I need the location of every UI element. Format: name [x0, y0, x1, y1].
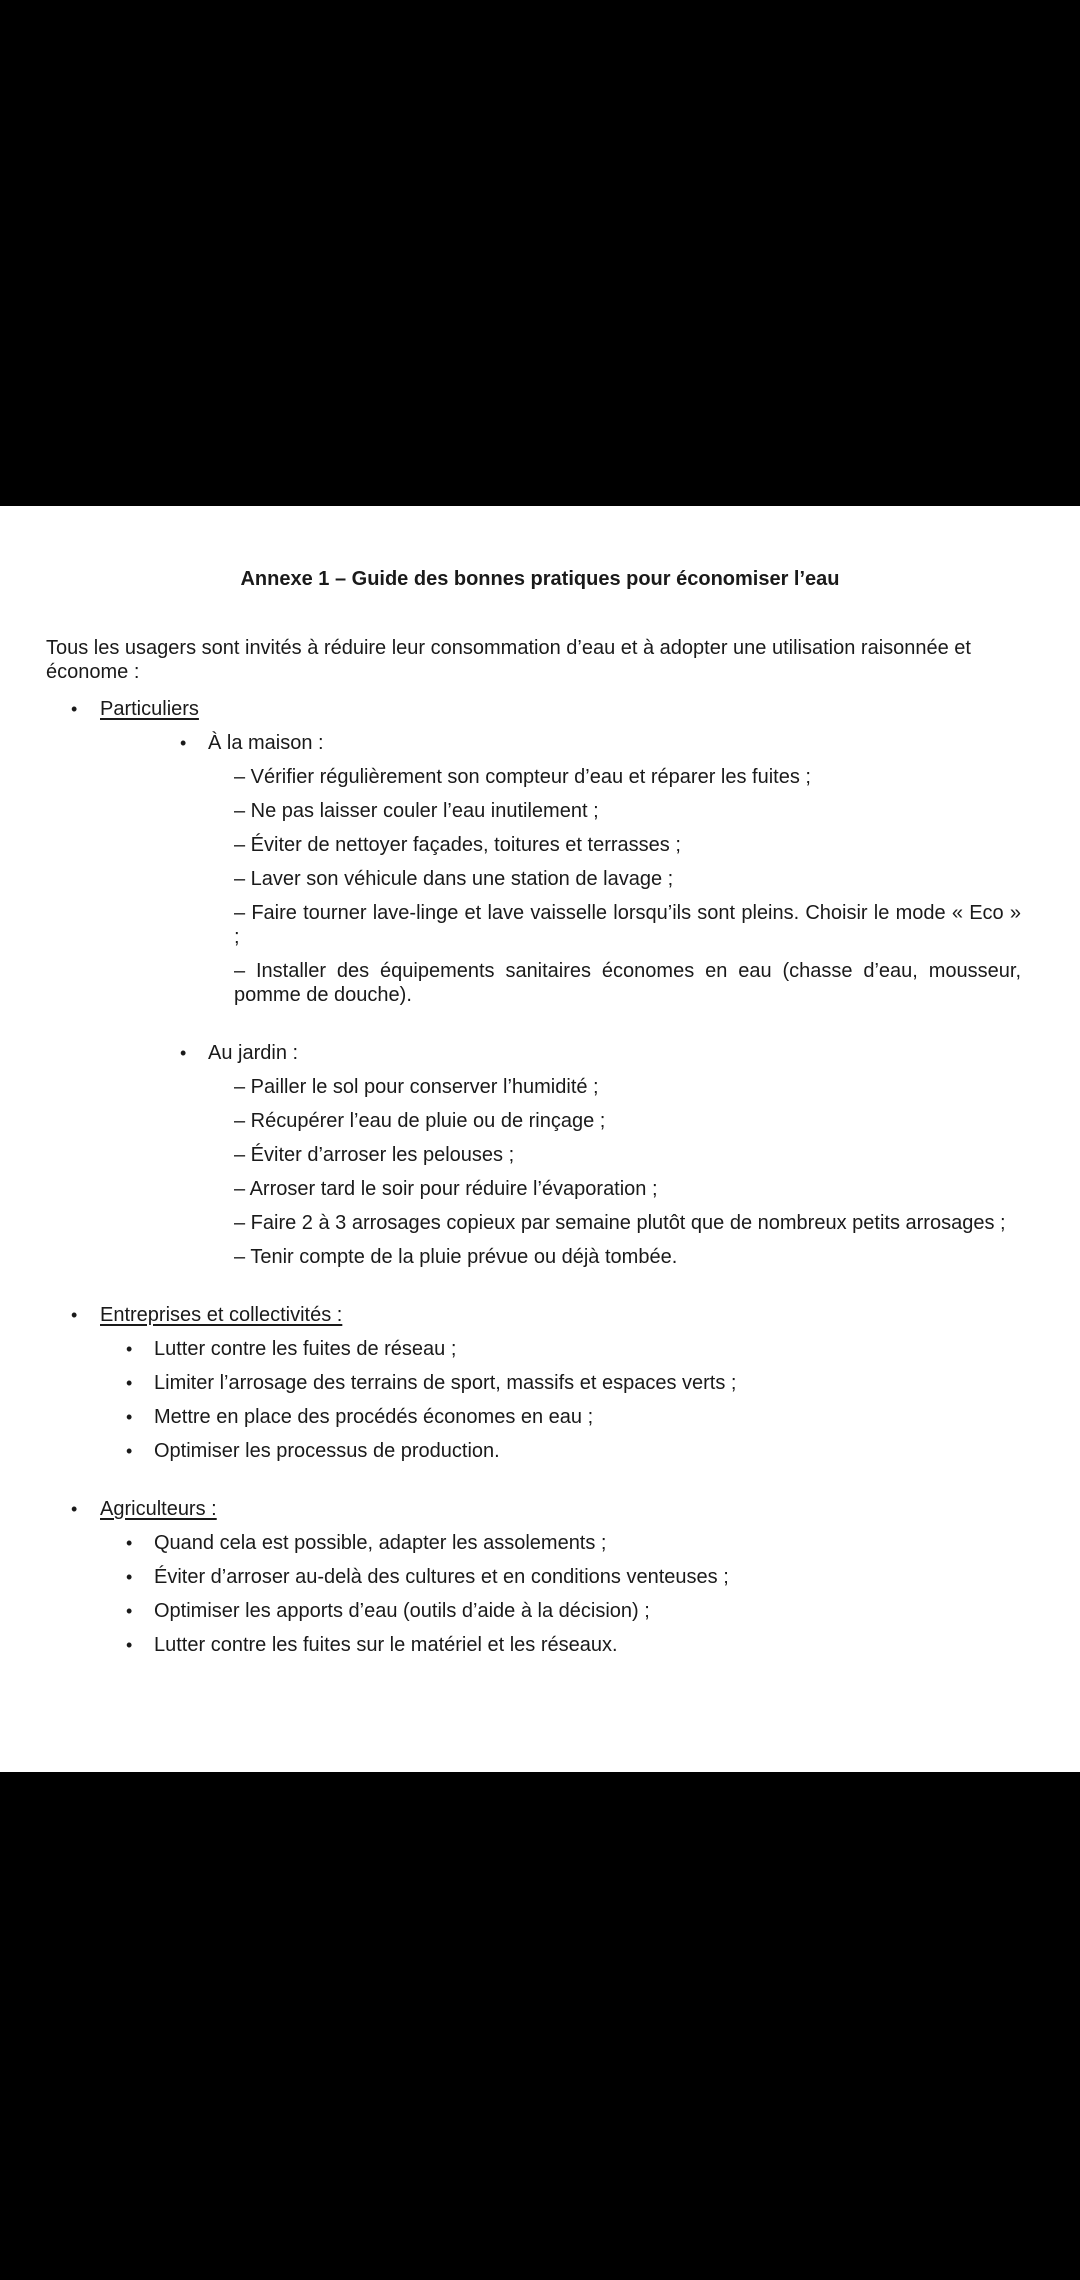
list-item: • Optimiser les processus de production. [46, 1434, 1021, 1468]
list-item: – Pailler le sol pour conserver l’humidité ; [234, 1076, 599, 1098]
bullet-icon: • [180, 1043, 187, 1063]
list-item: – Laver son véhicule dans une station de lavage ; [234, 868, 674, 890]
list-item: • Limiter l’arrosage des terrains de sport, massifs et espaces verts ; [46, 1366, 1021, 1400]
list-item: – Installer des équipements sanitaires économes en eau (chasse d’eau, mousseur, pomme de douche). [234, 960, 1021, 1006]
list-item: – Éviter de nettoyer façades, toitures et terrasses ; [234, 834, 681, 856]
subsection-jardin [46, 1036, 1021, 1274]
bullet-icon: • [126, 1407, 133, 1427]
bullet-icon: • [126, 1339, 133, 1359]
subsection-label: Au jardin : [208, 1042, 299, 1064]
list-item: – Éviter d’arroser les pelouses ; [234, 1144, 515, 1166]
list-item: – Faire 2 à 3 arrosages copieux par semaine plutôt que de nombreux petits arrosages ; [234, 1212, 1006, 1234]
intro-paragraph: Tous les usagers sont invités à réduire leur consommation d’eau et à adopter une utilisation raisonnée et économe : [46, 637, 971, 683]
bullet-icon: • [71, 1305, 78, 1325]
list-item: • Lutter contre les fuites de réseau ; [46, 1332, 1021, 1366]
section-agriculteurs [46, 1492, 1021, 1662]
section-label: Entreprises et collectivités : [100, 1304, 343, 1326]
bullet-icon: • [180, 733, 187, 753]
section-label: Agriculteurs : [100, 1498, 217, 1520]
list-item: • Lutter contre les fuites sur le matériel et les réseaux. [46, 1628, 1021, 1662]
list-item: • Quand cela est possible, adapter les assolements ; [46, 1526, 1021, 1560]
bullet-icon: • [126, 1601, 133, 1621]
sections-list [46, 692, 1021, 1662]
bullet-icon: • [126, 1635, 133, 1655]
bullet-icon: • [126, 1441, 133, 1461]
list-item: – Ne pas laisser couler l’eau inutilement ; [234, 800, 599, 822]
bullet-icon: • [71, 699, 78, 719]
list-item: – Récupérer l’eau de pluie ou de rinçage ; [234, 1110, 606, 1132]
list-item: • Éviter d’arroser au-delà des cultures et en conditions venteuses ; [46, 1560, 1021, 1594]
section-label: Particuliers [100, 698, 199, 720]
list-item: • Optimiser les apports d’eau (outils d’aide à la décision) ; [46, 1594, 1021, 1628]
list-item: – Tenir compte de la pluie prévue ou déjà tombée. [234, 1246, 678, 1268]
subsection-maison [46, 726, 1021, 1012]
document-title: Annexe 1 – Guide des bonnes pratiques pour économiser l’eau [240, 568, 840, 590]
bullet-icon: • [126, 1373, 133, 1393]
bullet-icon: • [126, 1533, 133, 1553]
list-item: – Arroser tard le soir pour réduire l’évaporation ; [234, 1178, 658, 1200]
section-particuliers [46, 692, 1021, 1274]
list-item: • Mettre en place des procédés économes en eau ; [46, 1400, 1021, 1434]
section-entreprises [46, 1298, 1021, 1468]
bullet-icon: • [71, 1499, 78, 1519]
list-item: – Vérifier régulièrement son compteur d’eau et réparer les fuites ; [234, 766, 811, 788]
bullet-icon: • [126, 1567, 133, 1587]
subsection-label: À la maison : [208, 732, 324, 754]
document-page [0, 506, 1080, 1772]
list-item: – Faire tourner lave-linge et lave vaisselle lorsqu’ils sont pleins. Choisir le mode « Eco » ; [234, 902, 1021, 948]
